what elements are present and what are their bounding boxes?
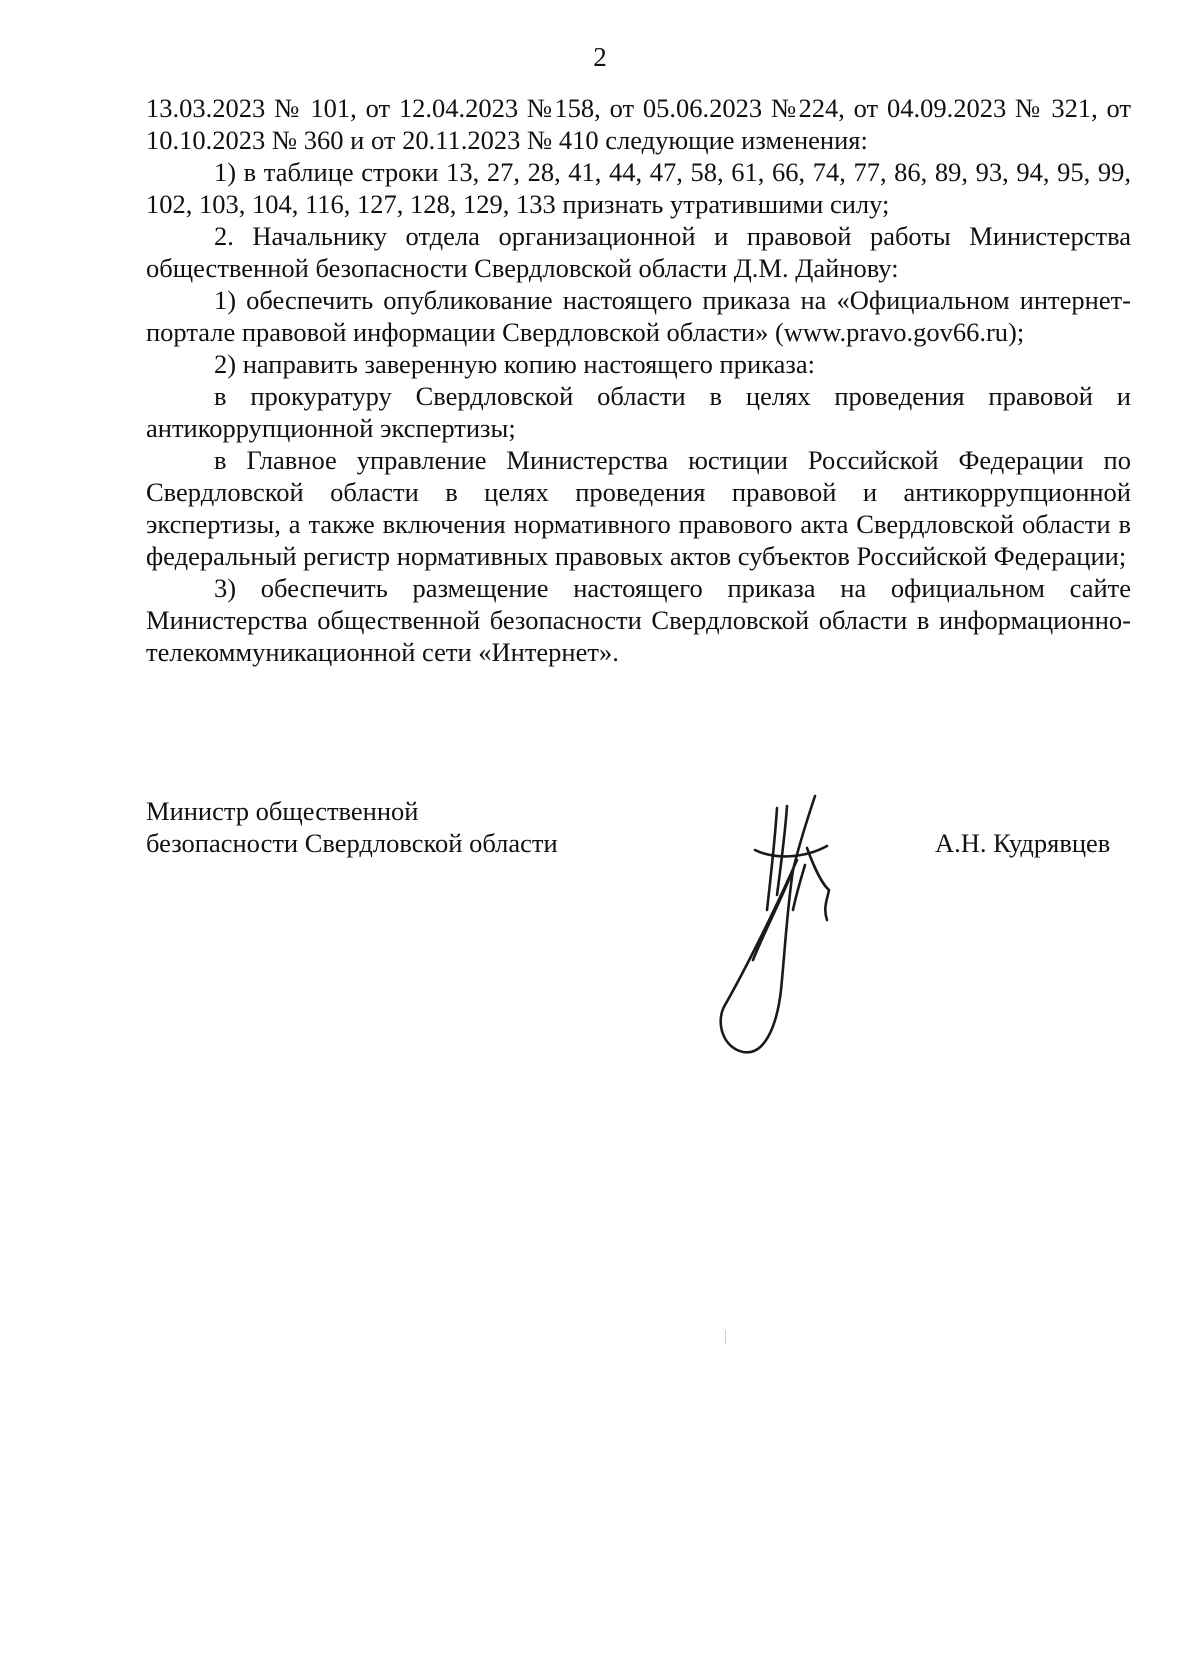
scan-artifact <box>725 1330 726 1344</box>
document-body <box>146 92 1131 668</box>
paragraph: 2. Начальнику отдела организационной и правовой работы Министерства общественной безопасности Свердловской области Д.М. Дайнову: <box>146 221 1131 283</box>
signatory-name: А.Н. Кудрявцев <box>935 828 1111 858</box>
paragraph: 3) обеспечить размещение настоящего приказа на официальном сайте Министерства общественной безопасности Свердловской области в информационно-телекоммуникационной сети «Интернет». <box>146 573 1131 667</box>
signatory-position <box>146 795 558 859</box>
paragraph: в прокуратуру Свердловской области в целях проведения правовой и антикоррупционной экспертизы; <box>146 381 1131 443</box>
paragraph: 1) в таблице строки 13, 27, 28, 41, 44, 47, 58, 61, 66, 74, 77, 86, 89, 93, 94, 95, 99, 102, 103, 104, 116, 127, 128, 129, 133 признать утратившими силу; <box>146 157 1131 219</box>
paragraph: 1) обеспечить опубликование настоящего приказа на «Официальном интернет-портале правовой информации Свердловской области» (www.pravo.gov66.ru); <box>146 285 1131 347</box>
handwritten-signature <box>715 790 865 1060</box>
paragraph: 13.03.2023 № 101, от 12.04.2023 №158, от 05.06.2023 №224, от 04.09.2023 № 321, от 10.10.2023 № 360 и от 20.11.2023 № 410 следующие изменения: <box>146 93 1131 155</box>
paragraph: 2) направить заверенную копию настоящего приказа: <box>214 349 815 379</box>
paragraph: в Главное управление Министерства юстиции Российской Федерации по Свердловской области в целях проведения правовой и антикоррупционной экспертизы, а также включения нормативного правового акта Свердловской области в федеральный регистр нормативных правовых актов субъектов Российской Федерации; <box>146 445 1131 571</box>
page-number: 2 <box>593 42 607 72</box>
position-line: Министр общественной <box>146 796 419 826</box>
position-line: безопасности Свердловской области <box>146 828 558 858</box>
